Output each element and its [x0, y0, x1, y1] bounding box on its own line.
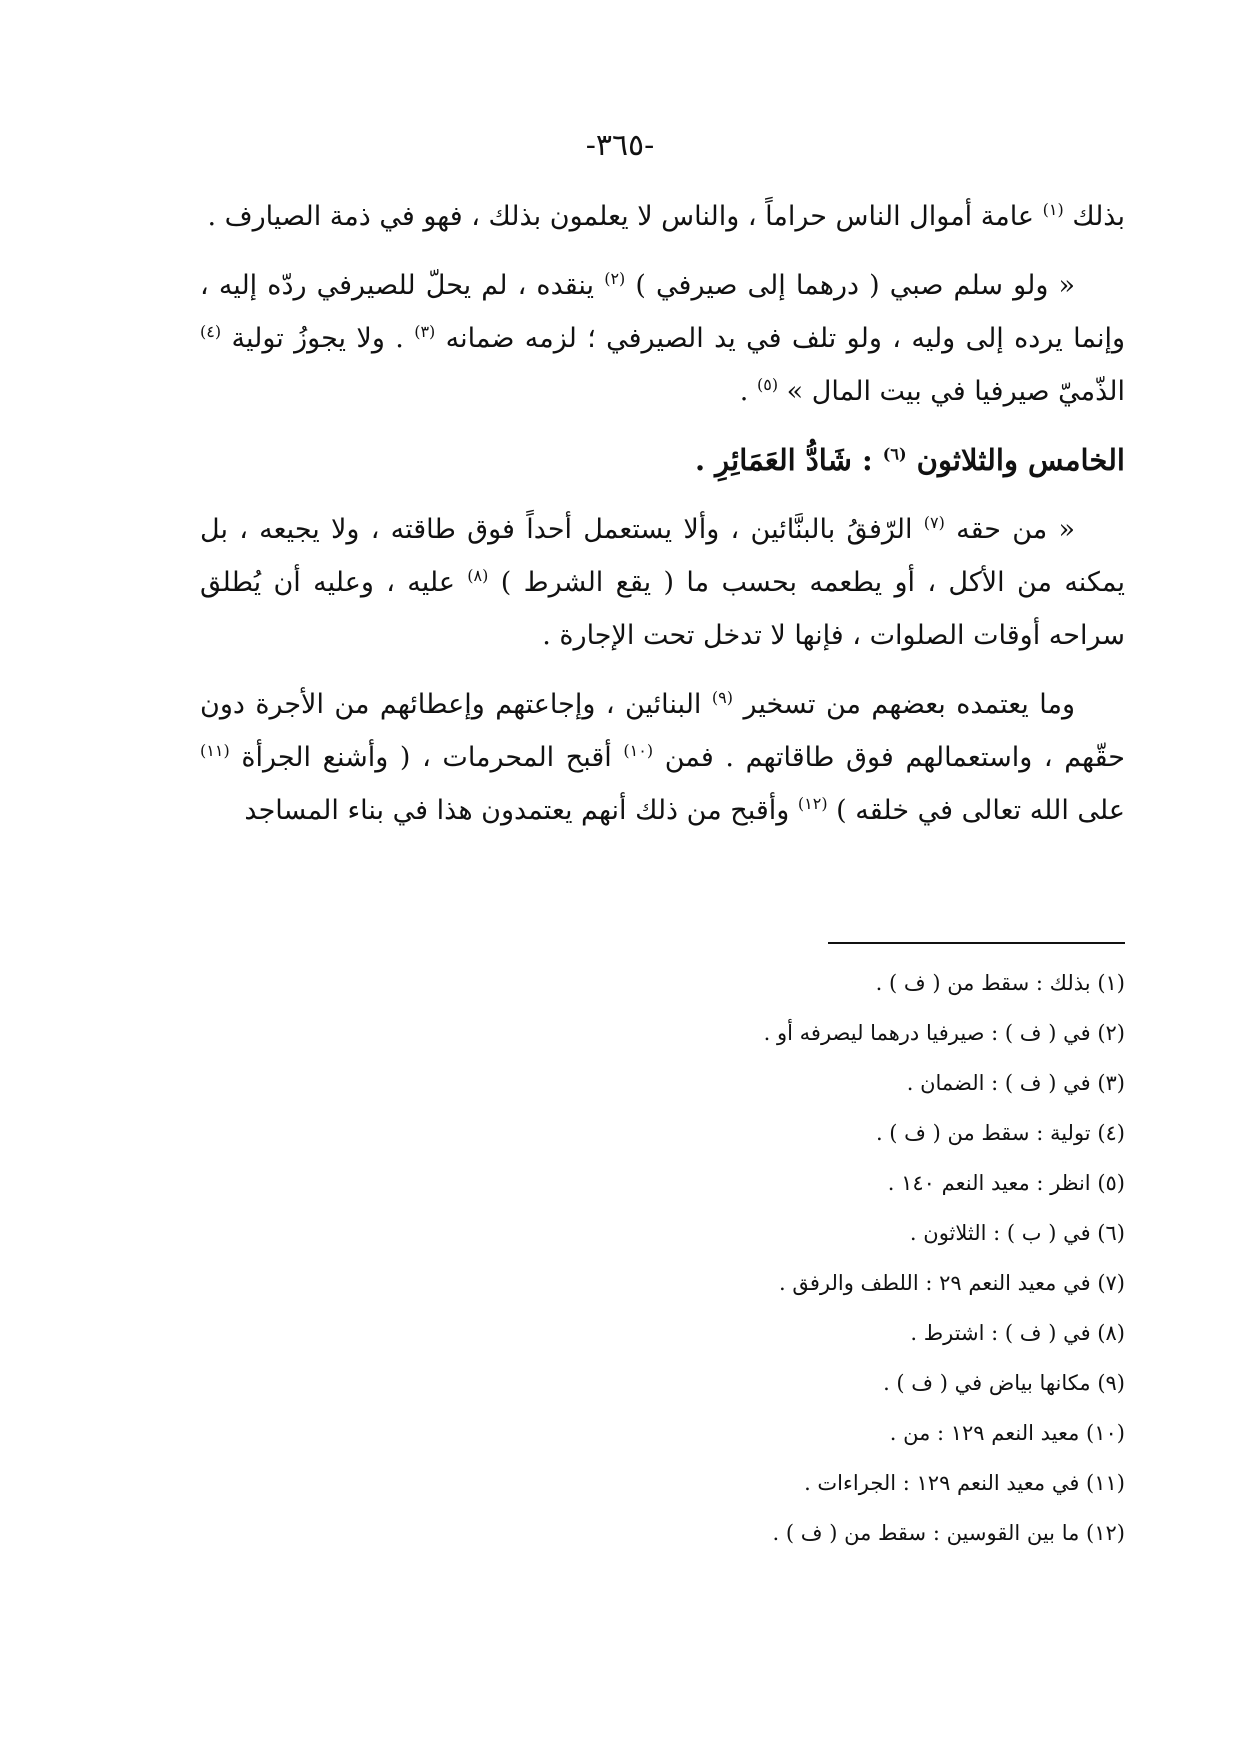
text-run: « من حقه	[956, 514, 1075, 545]
text-run: على الله تعالى في خلقه )	[836, 795, 1125, 826]
text-run: عليه ، وعليه أن يُطلق سراحه أوقات الصلوات ، فإنها لا تدخل تحت الإجارة .	[200, 567, 1125, 651]
text-run: .	[739, 376, 749, 407]
text-run: ينقده ، لم يحلّ للصيرفي ردّه إليه ، وإنما يرده إلى وليه ، ولو تلف في يد الصيرفي ؛ لزمه ضمانه	[200, 270, 1125, 354]
footnote-ref: (٨)	[467, 566, 489, 585]
heading-text: : شَادُّ العَمَائِرِ .	[694, 443, 873, 477]
text-run: وما يعتمده بعضهم من تسخير	[743, 689, 1075, 720]
text-run: عامة أموال الناس حراماً ، والناس لا يعلمون بذلك ، فهو في ذمة الصيارف .	[207, 201, 1035, 232]
text-run: وأقبح من ذلك أنهم يعتمدون هذا في بناء المساجد	[244, 795, 790, 826]
footnote-8: (٨) في ( ف ) : اشترط .	[910, 1321, 1125, 1345]
footnote-ref: (١)	[1042, 200, 1064, 219]
text-run: أقبح المحرمات ، ( وأشنع الجرأة	[241, 742, 612, 773]
paragraph-2	[200, 259, 1125, 418]
footnote-ref: (٦)	[882, 444, 907, 464]
text-run: . ولا يجوزُ تولية	[231, 323, 404, 354]
footnote-9: (٩) مكانها بياض في ( ف ) .	[883, 1371, 1125, 1395]
page-number: -٣٦٥-	[585, 128, 655, 163]
footnote-ref: (١٢)	[797, 794, 828, 813]
footnote-11: (١١) في معيد النعم ١٢٩ : الجراءات .	[804, 1471, 1125, 1495]
paragraph-3	[200, 503, 1125, 662]
heading-text: الخامس والثلاثون	[916, 443, 1125, 477]
main-text	[200, 190, 1125, 853]
footnote-10: (١٠) معيد النعم ١٢٩ : من .	[889, 1421, 1125, 1445]
footnote-ref: (٩)	[711, 688, 733, 707]
footnotes-list	[200, 958, 1125, 1558]
text-run: البنائين ، وإجاعتهم وإعطائهم من الأجرة دون حقّهم ، واستعمالهم فوق طاقاتهم . فمن	[200, 689, 1125, 773]
text-run: « ولو سلم صبي ( درهما إلى صيرفي )	[635, 270, 1075, 301]
footnote-ref: (٥)	[756, 375, 779, 394]
footnote-ref: (٤)	[200, 322, 222, 341]
footnote-ref: (٣)	[414, 322, 436, 341]
paragraph-4	[200, 678, 1125, 837]
paragraph-1	[200, 190, 1125, 243]
section-heading	[200, 434, 1125, 487]
footnote-ref: (٢)	[604, 269, 626, 288]
footnote-5: (٥) انظر : معيد النعم ١٤٠ .	[887, 1171, 1125, 1195]
footnote-ref: (١١)	[200, 741, 230, 760]
footnote-4: (٤) تولية : سقط من ( ف ) .	[875, 1121, 1125, 1145]
footnote-ref: (١٠)	[623, 741, 654, 760]
footnote-6: (٦) في ( ب ) : الثلاثون .	[909, 1221, 1125, 1245]
footnote-7: (٧) في معيد النعم ٢٩ : اللطف والرفق .	[778, 1271, 1125, 1295]
text-run: بذلك	[1072, 201, 1125, 232]
text-run: الذّميّ صيرفيا في بيت المال »	[786, 376, 1125, 407]
footnote-12: (١٢) ما بين القوسين : سقط من ( ف ) .	[772, 1521, 1125, 1545]
footnote-1: (١) بذلك : سقط من ( ف ) .	[875, 971, 1125, 995]
footnote-ref: (٧)	[923, 513, 945, 532]
footnote-divider	[828, 942, 1125, 944]
text-run: الرّفقُ بالبنَّائين ، وألا يستعمل أحداً فوق طاقته ، ولا يجيعه ، بل يمكنه من الأكل ، أو يطعمه بحسب ما ( يقع الشرط )	[200, 514, 1125, 598]
footnote-3: (٣) في ( ف ) : الضمان .	[906, 1071, 1125, 1095]
footnote-2: (٢) في ( ف ) : صيرفيا درهما ليصرفه أو .	[763, 1021, 1125, 1045]
